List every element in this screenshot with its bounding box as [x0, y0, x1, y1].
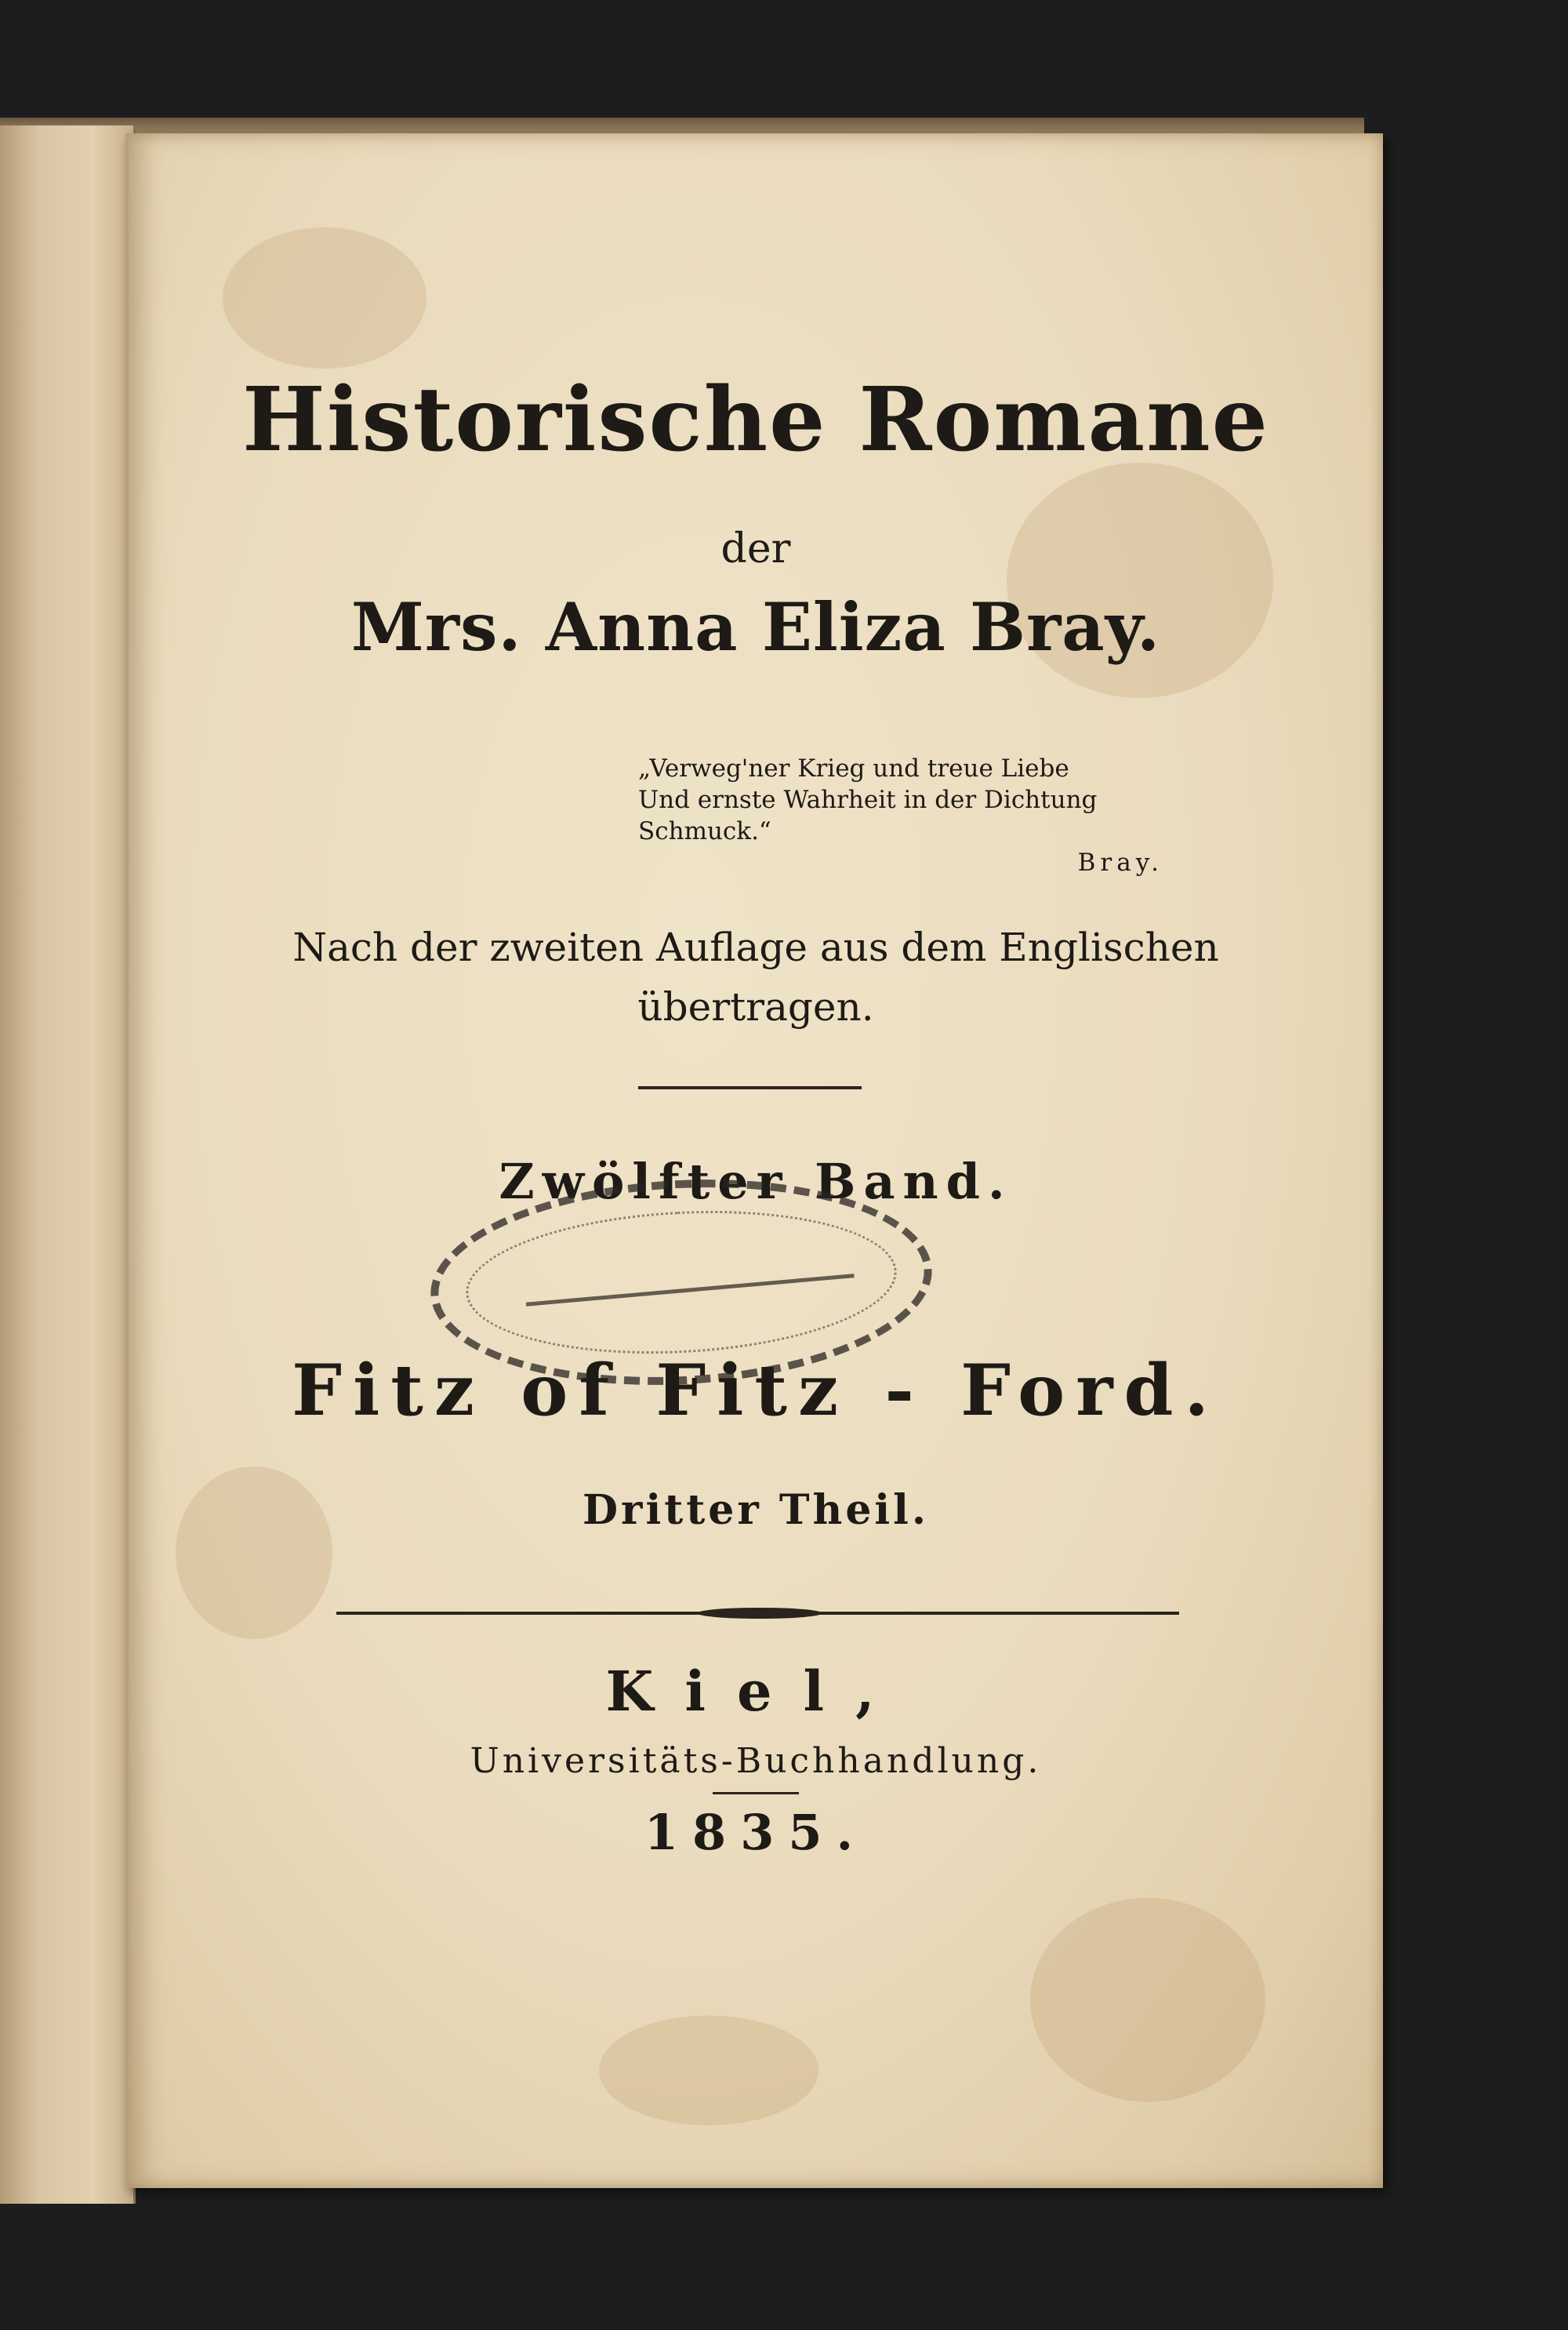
- author-name: Mrs. Anna Eliza Bray.: [350, 588, 1161, 666]
- book-title: Historische Romane: [242, 369, 1269, 471]
- divider-mini: [713, 1792, 799, 1794]
- translation-note: [129, 918, 1383, 1037]
- volume-number: Zwölfter Band.: [499, 1153, 1013, 1210]
- epigraph: [638, 753, 1234, 878]
- title-connector: der: [720, 525, 791, 573]
- divider-short: [638, 1086, 862, 1089]
- epigraph-line-2: Und ernste Wahrheit in der Dichtung Schmuck.“: [638, 786, 1098, 845]
- divider-long: [336, 1612, 1179, 1615]
- imprint-year: 1835.: [644, 1804, 868, 1861]
- facing-page: [0, 125, 136, 2204]
- epigraph-attribution: Bray.: [1077, 849, 1163, 877]
- imprint-publisher: Universitäts-Buchhandlung.: [470, 1741, 1042, 1781]
- part-number: Dritter Theil.: [582, 1486, 930, 1534]
- imprint-city: Kiel,: [605, 1659, 906, 1724]
- translation-line-1: Nach der zweiten Auflage aus dem Englischen: [292, 925, 1219, 970]
- book-top-edge: [0, 118, 1364, 133]
- title-page: [125, 133, 1383, 2188]
- work-title: Fitz of Fitz - Ford.: [292, 1349, 1220, 1432]
- translation-line-2: übertragen.: [637, 984, 874, 1030]
- epigraph-line-1: „Verweg'ner Krieg und treue Liebe: [638, 754, 1069, 783]
